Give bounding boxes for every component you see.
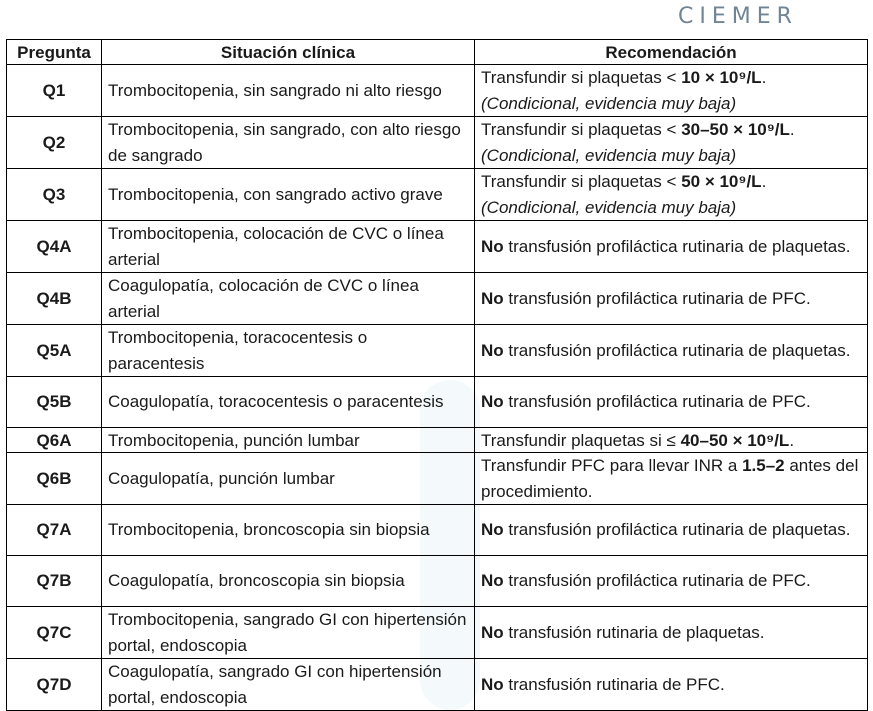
table-row [7, 453, 868, 505]
recommendation-text: transfusión profiláctica rutinaria de PFC. [503, 288, 811, 308]
recommendation-text: transfusión rutinaria de PFC. [503, 674, 725, 694]
recommendation-text: Transfundir plaquetas si ≤ [481, 430, 681, 450]
recommendation-text: Transfundir si plaquetas < [481, 172, 682, 191]
clinical-situation: Trombocitopenia, sin sangrado ni alto riesgo [102, 65, 475, 117]
recommendation [475, 659, 868, 711]
recommendation-emphasis: No [481, 571, 504, 591]
recommendation-emphasis: 40–50 × 10⁹/L [680, 430, 790, 450]
recommendation-text: Transfundir si plaquetas < [481, 120, 682, 139]
question-id: Q4A [7, 221, 102, 273]
evidence-note: (Condicional, evidencia muy baja) [481, 93, 737, 113]
recommendation-text: . [761, 68, 767, 87]
recommendation-text: Transfundir PFC para llevar INR a [481, 456, 743, 475]
recommendation-text: . [789, 430, 795, 450]
recommendation-text: . [789, 120, 795, 139]
header-situacion: Situación clínica [102, 40, 475, 65]
table-row [7, 325, 868, 377]
clinical-situation: Trombocitopenia, punción lumbar [102, 428, 475, 453]
clinical-situation: Trombocitopenia, toracocentesis o paracentesis [102, 325, 475, 377]
recommendation-emphasis: 30–50 × 10⁹/L [681, 120, 790, 139]
ciemer-logo: CIEMER [678, 4, 798, 29]
clinical-situation: Trombocitopenia, colocación de CVC o línea arterial [102, 221, 475, 273]
recommendation [475, 453, 868, 505]
recommendation-emphasis: No [481, 288, 504, 308]
question-id: Q6B [7, 453, 102, 505]
clinical-situation: Trombocitopenia, broncoscopia sin biopsia [102, 505, 475, 556]
recommendation [475, 169, 868, 221]
question-id: Q7C [7, 607, 102, 659]
recommendation-text: . [761, 172, 767, 191]
evidence-note: (Condicional, evidencia muy baja) [481, 145, 737, 165]
clinical-situation: Trombocitopenia, con sangrado activo grave [102, 169, 475, 221]
evidence-note: (Condicional, evidencia muy baja) [481, 197, 737, 217]
clinical-situation: Coagulopatía, sangrado GI con hipertensión portal, endoscopia [102, 659, 475, 711]
question-id: Q1 [7, 65, 102, 117]
recommendation-emphasis: No [481, 340, 504, 360]
clinical-situation: Trombocitopenia, sin sangrado, con alto riesgo de sangrado [102, 117, 475, 169]
question-id: Q5B [7, 377, 102, 428]
question-id: Q4B [7, 273, 102, 325]
table-row [7, 65, 868, 117]
recommendation-text: transfusión rutinaria de plaquetas. [503, 622, 765, 642]
recommendation-text: transfusión profiláctica rutinaria de plaquetas. [503, 236, 851, 256]
table-row [7, 659, 868, 711]
recommendation [475, 377, 868, 428]
recommendation-emphasis: No [481, 622, 504, 642]
table-row [7, 377, 868, 428]
table-header-row [7, 40, 868, 65]
recommendation-emphasis: 50 × 10⁹/L [681, 172, 762, 191]
recommendation [475, 273, 868, 325]
question-id: Q7D [7, 659, 102, 711]
question-id: Q2 [7, 117, 102, 169]
question-id: Q3 [7, 169, 102, 221]
recommendation [475, 428, 868, 453]
recommendation-emphasis: No [481, 520, 504, 540]
recommendation [475, 325, 868, 377]
table-row [7, 221, 868, 273]
table-row [7, 556, 868, 607]
question-id: Q5A [7, 325, 102, 377]
recommendation [475, 556, 868, 607]
recommendation-text: transfusión profiláctica rutinaria de PFC. [503, 392, 811, 412]
clinical-situation: Coagulopatía, toracocentesis o paracentesis [102, 377, 475, 428]
table-row [7, 428, 868, 453]
header-pregunta: Pregunta [7, 40, 102, 65]
recommendation [475, 65, 868, 117]
recommendation-text: transfusión profiláctica rutinaria de plaquetas. [503, 520, 851, 540]
recommendation-text: antes del procedimiento. [481, 456, 859, 501]
recommendation-emphasis: 1.5–2 [742, 456, 785, 475]
recommendation [475, 607, 868, 659]
table-row [7, 505, 868, 556]
recommendations-table [6, 39, 868, 711]
header-recomendacion: Recomendación [475, 40, 868, 65]
recommendation [475, 505, 868, 556]
recommendation [475, 221, 868, 273]
recommendation-emphasis: No [481, 236, 504, 256]
clinical-situation: Trombocitopenia, sangrado GI con hipertensión portal, endoscopia [102, 607, 475, 659]
recommendation-text: transfusión profiláctica rutinaria de PFC. [503, 571, 811, 591]
clinical-situation: Coagulopatía, colocación de CVC o línea arterial [102, 273, 475, 325]
question-id: Q6A [7, 428, 102, 453]
table-row [7, 273, 868, 325]
recommendation-emphasis: 10 × 10⁹/L [681, 68, 762, 87]
table-row [7, 169, 868, 221]
clinical-situation: Coagulopatía, punción lumbar [102, 453, 475, 505]
question-id: Q7B [7, 556, 102, 607]
recommendation [475, 117, 868, 169]
question-id: Q7A [7, 505, 102, 556]
clinical-situation: Coagulopatía, broncoscopia sin biopsia [102, 556, 475, 607]
recommendation-text: Transfundir si plaquetas < [481, 68, 682, 87]
recommendation-emphasis: No [481, 392, 504, 412]
table-row [7, 607, 868, 659]
recommendation-emphasis: No [481, 674, 504, 694]
recommendation-text: transfusión profiláctica rutinaria de plaquetas. [503, 340, 851, 360]
table-row [7, 117, 868, 169]
